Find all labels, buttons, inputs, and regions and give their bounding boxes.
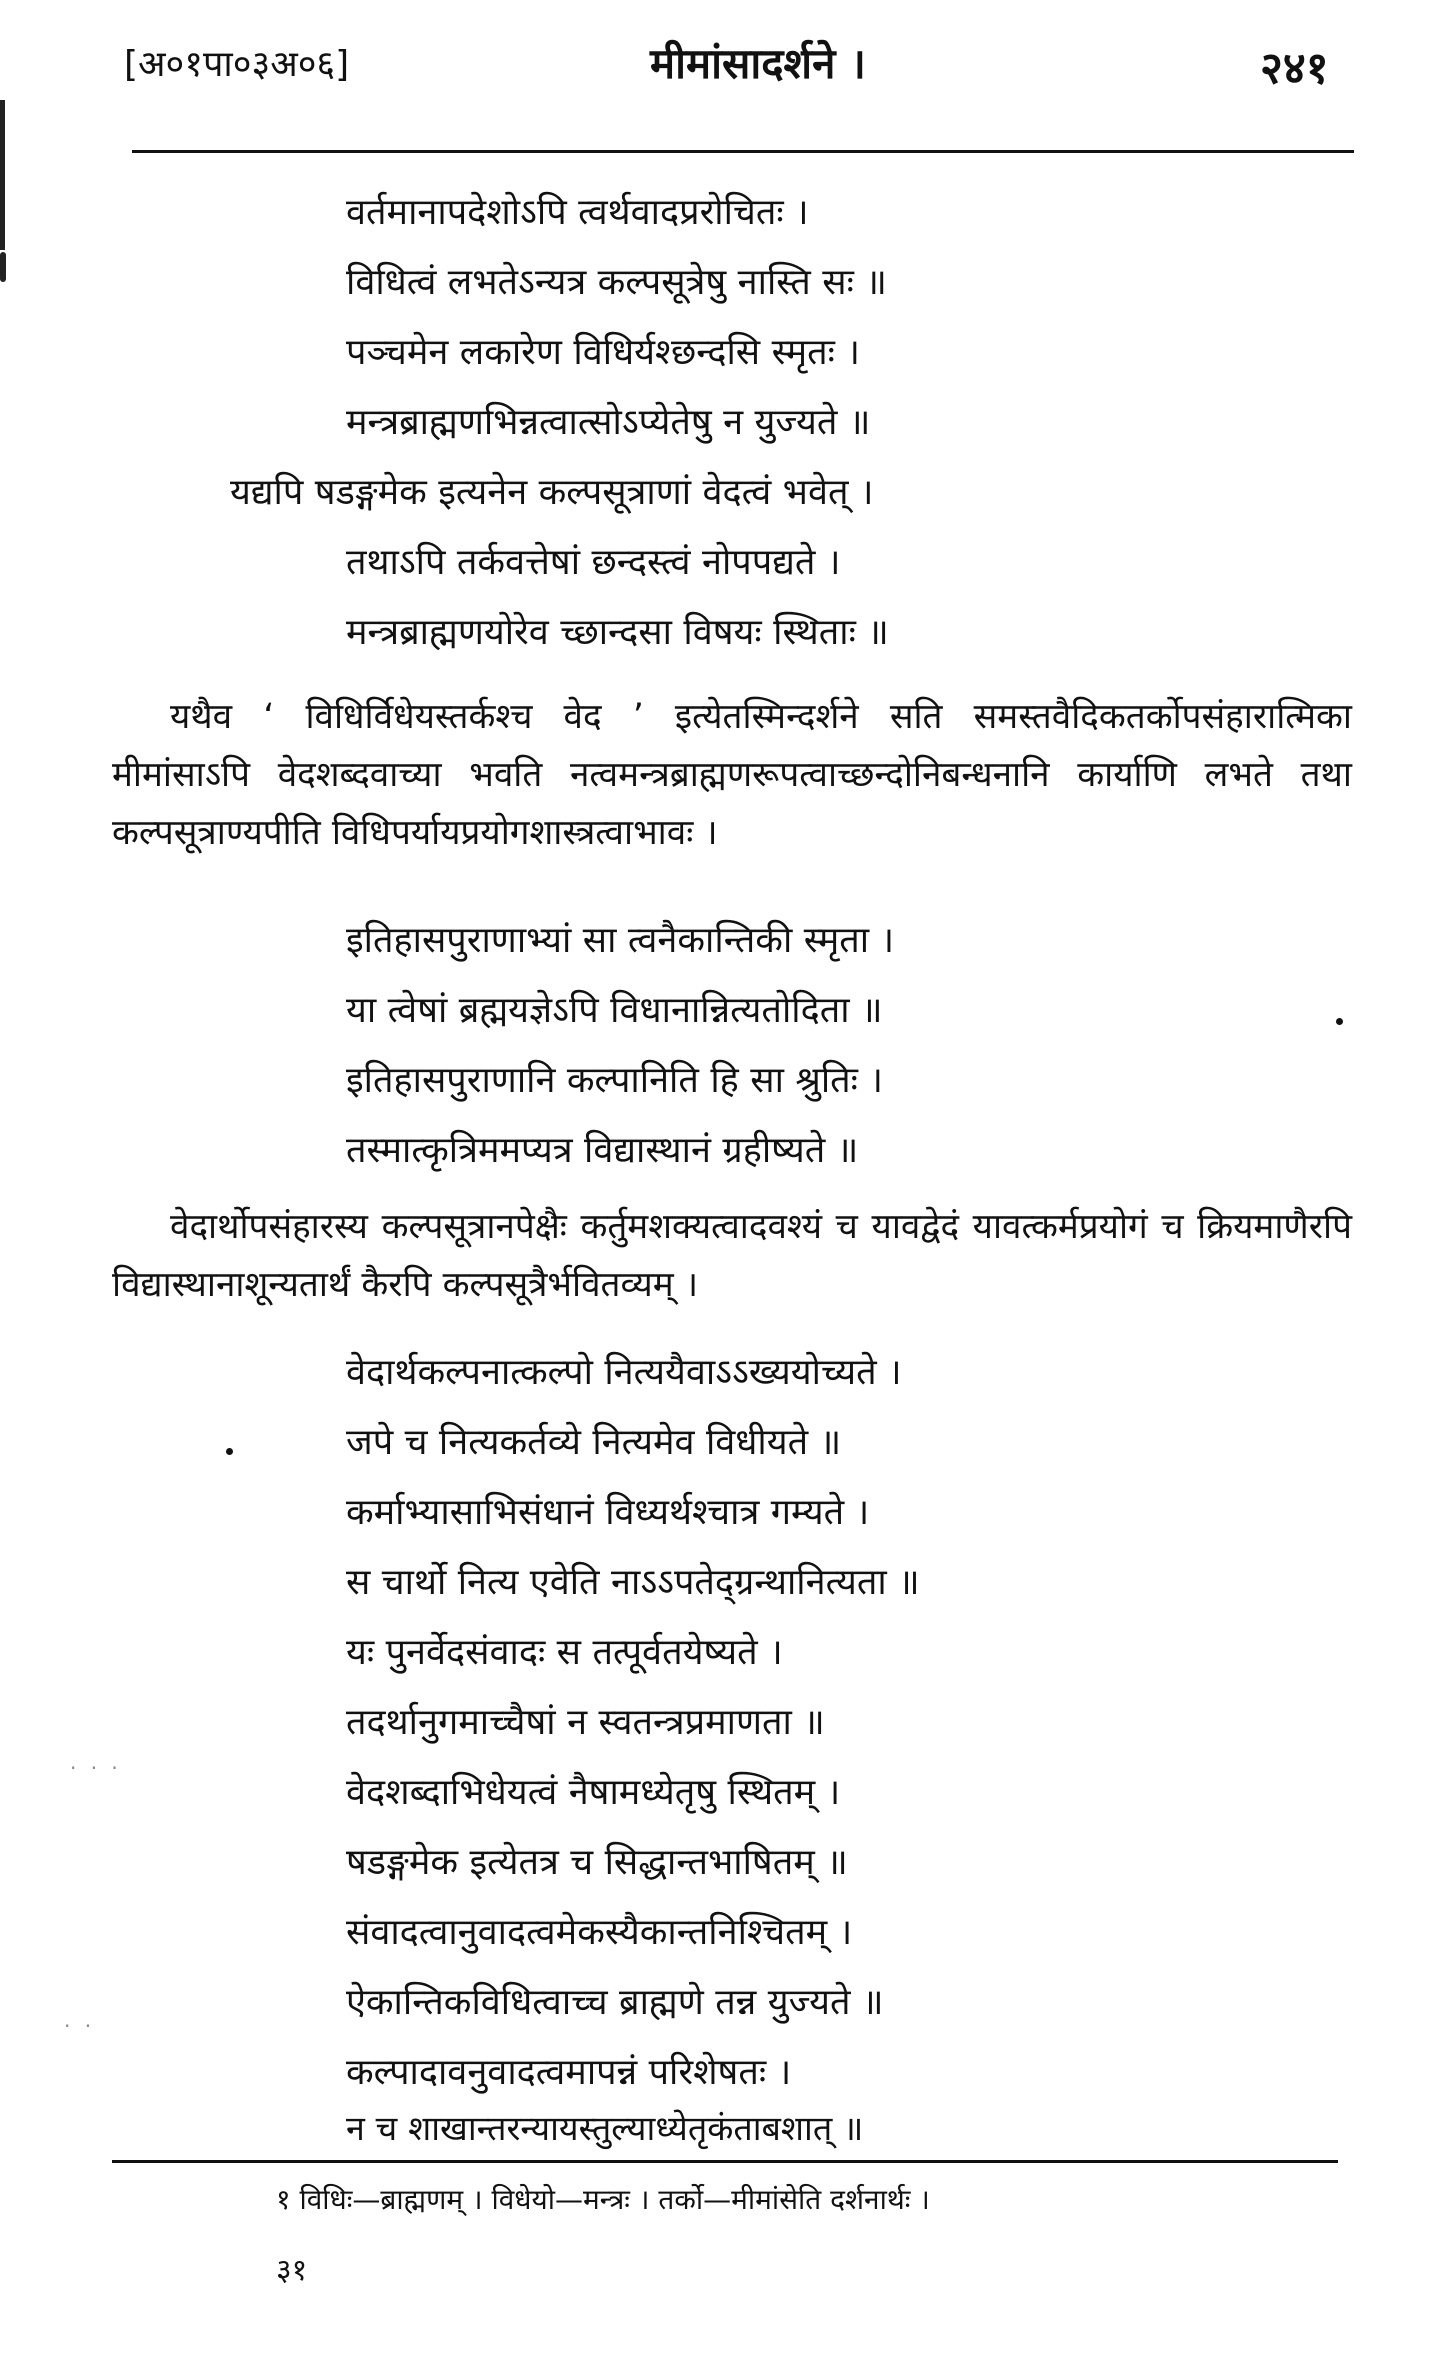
verse-line: विधित्वं लभतेऽन्यत्र कल्पसूत्रेषु नास्ति सः ॥	[346, 262, 887, 303]
verse-line: या त्वेषां ब्रह्मयज्ञेऽपि विधानान्नित्यतोदिता ॥	[346, 990, 883, 1031]
verse-line: यद्यपि षडङ्गमेक इत्यनेन कल्पसूत्राणां वेदत्वं भवेत् ।	[230, 472, 874, 513]
section-reference: [अ०१पा०३अ०६]	[124, 44, 350, 85]
verse-line: वर्तमानापदेशोऽपि त्वर्थवादप्ररोचितः ।	[346, 192, 809, 233]
header-rule	[132, 150, 1354, 153]
verse-line: तस्मात्कृत्रिममप्यत्र विद्यास्थानं ग्रहीष्यते ॥	[346, 1130, 859, 1171]
verse-line: वेदशब्दाभिधेयत्वं नैषामध्येतृषु स्थितम् ।	[346, 1772, 841, 1813]
prose-paragraph: यथैव ‘ विधिर्विधेयस्तर्कश्च वेद ’ इत्येतस्मिन्दर्शने सति समस्तवैदिकतर्कोपसंहारात्मिका मीमांसाऽपि वेदशब्दवाच्या भवति नत्वमन्त्रब्राह्मणरूपत्वाच्छन्दोनिबन्धनानि कार्याणि लभते तथा कल्पसूत्राण्यपीति विधिपर्यायप्रयोगशास्त्रत्वाभावः ।	[112, 697, 1352, 853]
page-number: २४१	[1260, 43, 1329, 94]
verse-line: इतिहासपुराणाभ्यां सा त्वनैकान्तिकी स्मृता ।	[346, 920, 895, 961]
verse-line: मन्त्रब्राह्मणयोरेव च्छान्दसा विषयः स्थिताः ॥	[346, 612, 889, 653]
verse-line: कर्माभ्यासाभिसंधानं विध्यर्थश्चात्र गम्यते ।	[346, 1492, 870, 1533]
running-title: मीमांसादर्शने ।	[650, 39, 866, 88]
verse-line: तथाऽपि तर्कवत्तेषां छन्दस्त्वं नोपपद्यते ।	[346, 542, 841, 583]
verse-line: षडङ्गमेक इत्येतत्र च सिद्धान्तभाषितम् ॥	[346, 1842, 848, 1883]
footnote: १ विधिः—ब्राह्मणम् । विधेयो—मन्त्रः । तर्को—मीमांसेति दर्शनार्थः ।	[276, 2183, 930, 2216]
verse-line: तदर्थानुगमाच्चैषां न स्वतन्त्रप्रमाणता ॥	[346, 1702, 825, 1743]
verse-line: कल्पादावनुवादत्वमापन्नं परिशेषतः ।	[346, 2052, 792, 2093]
footnote-rule	[112, 2160, 1338, 2163]
verse-line: जपे च नित्यकर्तव्ये नित्यमेव विधीयते ॥	[346, 1422, 842, 1463]
verse-line: यः पुनर्वेदसंवादः स तत्पूर्वतयेष्यते ।	[346, 1632, 783, 1673]
prose-paragraph: वेदार्थोपसंहारस्य कल्पसूत्रानपेक्षैः कर्तुमशक्यत्वादवश्यं च यावद्वेदं यावत्कर्मप्रयोगं च क्रियमाणैरपि विद्यास्थानाशून्यतार्थं कैरपि कल्पसूत्रैर्भवितव्यम् ।	[112, 1207, 1352, 1305]
scan-speck: · ·	[64, 2014, 96, 2038]
scan-speck: · · ·	[70, 1756, 122, 1780]
verse-line: ऐकान्तिकविधित्वाच्च ब्राह्मणे तन्न युज्यते ॥	[346, 1982, 884, 2023]
verse-line: इतिहासपुराणानि कल्पानिति हि सा श्रुतिः ।	[346, 1060, 884, 1101]
verse-line: संवादत्वानुवादत्वमेकस्यैकान्तनिश्चितम् ।	[346, 1912, 853, 1953]
verse-line: स चार्थो नित्य एवेति नाऽऽपतेद्ग्रन्थानित्यता ॥	[346, 1562, 920, 1603]
verse-line: मन्त्रब्राह्मणभिन्नत्वात्सोऽप्येतेषु न युज्यते ॥	[346, 402, 871, 443]
scan-speck	[226, 1448, 233, 1455]
scan-edge-mark	[0, 100, 5, 250]
signature-mark: ३१	[276, 2253, 308, 2288]
verse-line: वेदार्थकल्पनात्कल्पो नित्ययैवाऽऽख्ययोच्यते ।	[346, 1352, 902, 1393]
scan-edge-mark	[0, 252, 6, 282]
verse-line: पञ्चमेन लकारेण विधिर्यश्छन्दसि स्मृतः ।	[346, 332, 860, 373]
scan-speck	[1336, 1018, 1343, 1025]
verse-line: न च शाखान्तरन्यायस्तुल्याध्येतृकंताबशात् ॥	[346, 2109, 864, 2149]
